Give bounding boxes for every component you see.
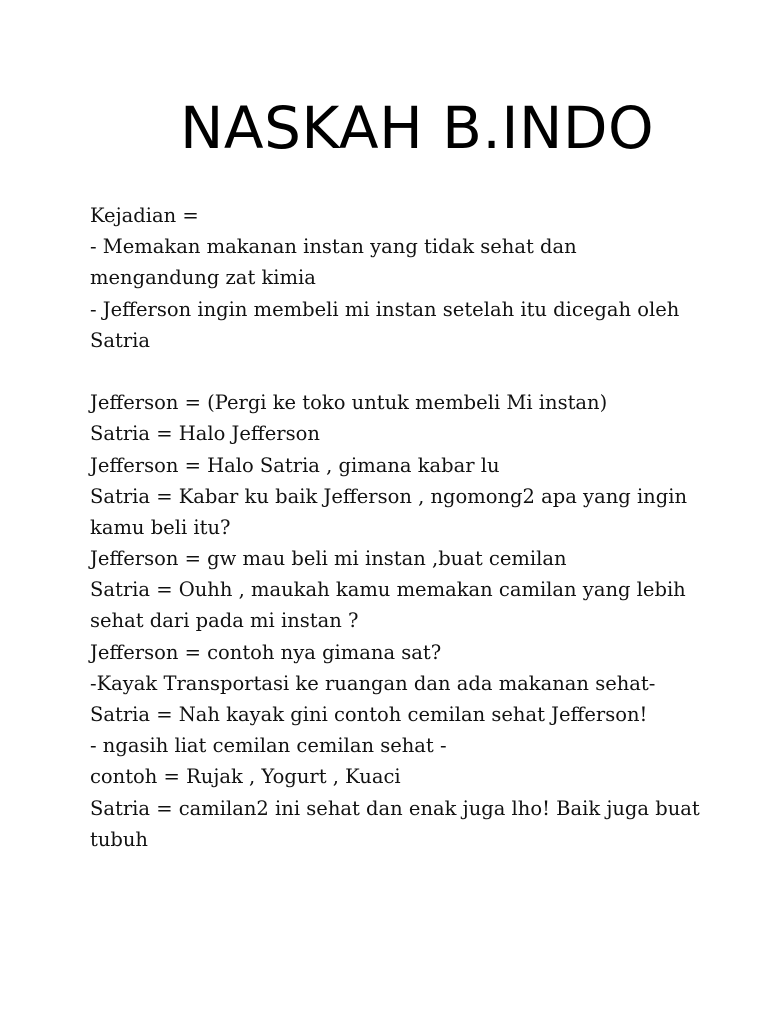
text-line: Satria = Nah kayak gini contoh cemilan sehat Jefferson!	[90, 703, 648, 726]
text-line: Jefferson = (Pergi ke toko untuk membeli Mi instan)	[90, 391, 608, 415]
text-line: tubuh	[90, 827, 148, 851]
text-line: Satria = Halo Jefferson	[90, 422, 320, 446]
text-line: sehat dari pada mi instan ?	[90, 609, 359, 633]
text-line: Satria = Kabar ku baik Jefferson , ngomong2 apa yang ingin	[90, 484, 688, 508]
document-body	[90, 200, 700, 855]
text-line: - Jefferson ingin membeli mi instan setelah itu dicegah oleh	[90, 297, 680, 321]
text-line: contoh = Rujak , Yogurt , Kuaci	[90, 765, 401, 789]
text-line: Kejadian =	[90, 204, 199, 227]
text-line: Satria = camilan2 ini sehat dan enak juga lho! Baik juga buat	[90, 796, 700, 820]
text-line: Satria	[90, 328, 151, 352]
text-line: Jefferson = gw mau beli mi instan ,buat cemilan	[90, 547, 567, 571]
blank-line	[90, 356, 680, 387]
text-line: Jefferson = Halo Satria , gimana kabar lu	[90, 453, 500, 477]
text-line: -Kayak Transportasi ke ruangan dan ada makanan sehat-	[90, 671, 656, 695]
document-title: NASKAH B.INDO	[180, 94, 655, 162]
text-line: kamu beli itu?	[90, 515, 231, 539]
text-line: - Memakan makanan instan yang tidak sehat dan	[90, 235, 577, 259]
text-line: Satria = Ouhh , maukah kamu memakan camilan yang lebih	[90, 578, 686, 602]
text-line: mengandung zat kimia	[90, 266, 316, 290]
text-line: Jefferson = contoh nya gimana sat?	[90, 640, 442, 664]
text-line: - ngasih liat cemilan cemilan sehat -	[90, 734, 447, 758]
